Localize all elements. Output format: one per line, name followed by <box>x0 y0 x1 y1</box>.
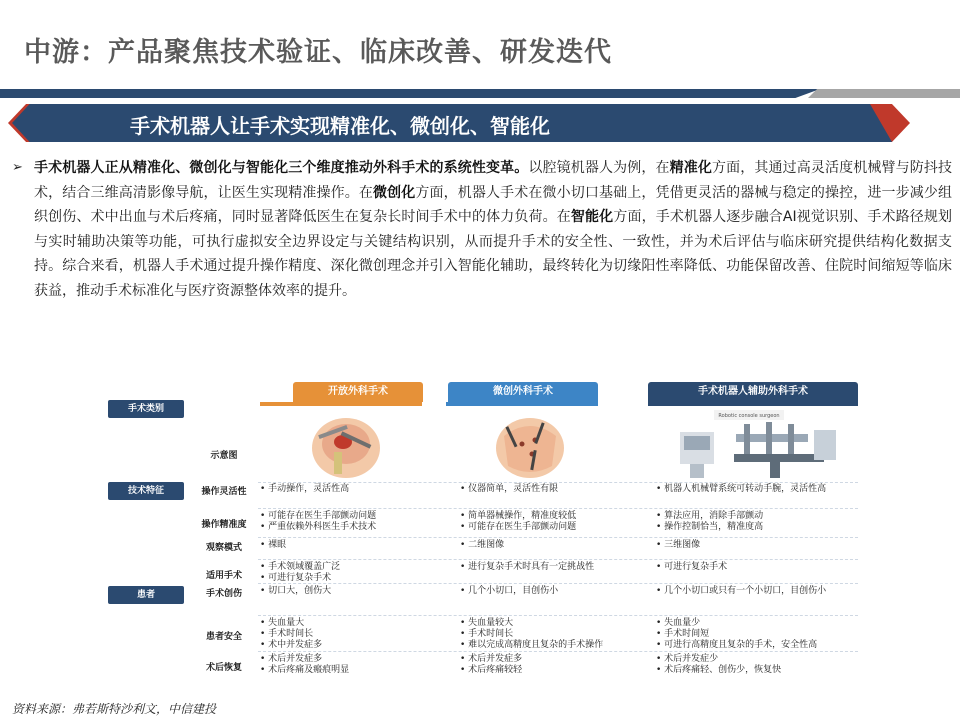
category-tag-patient: 患者 <box>108 586 184 604</box>
table-cell <box>460 654 640 676</box>
table-cell <box>260 618 440 651</box>
paragraph-emphasis: 智能化 <box>570 209 614 225</box>
cell-bullet: • 算法应用，消除手部颤动 <box>656 511 858 522</box>
cell-bullet: • 几个小切口或只有一个小切口，目创伤小 <box>656 586 858 597</box>
table-cell <box>260 511 440 533</box>
table-cell <box>460 562 640 573</box>
cell-bullet: • 可进行高精度且复杂的手术，安全性高 <box>656 640 858 651</box>
row-divider <box>258 537 858 538</box>
row-divider <box>258 583 858 584</box>
table-cell <box>656 540 858 551</box>
cell-bullet: • 术后疼痛轻、创伤少，恢复快 <box>656 665 858 676</box>
cell-bullet: • 可进行复杂手术 <box>656 562 858 573</box>
cell-bullet: • 几个小切口，目创伤小 <box>460 586 640 597</box>
paragraph-run: 方面，其通过高灵活度机械臂与防抖技术，结合三维高清影像导航，让医生实现精准操作。在 <box>34 160 952 201</box>
cell-bullet: • 术中并发症多 <box>260 640 440 651</box>
column-header-open: 开放外科手术 <box>293 382 423 402</box>
cell-bullet: • 手术时间长 <box>460 629 640 640</box>
row-divider <box>258 482 858 483</box>
cell-bullet: • 术后疼痛及瘢痕明显 <box>260 665 440 676</box>
category-tag-surgery-type: 手术类别 <box>108 400 184 418</box>
row-label: 操作灵活性 <box>201 487 247 497</box>
cell-bullet: • 简单器械操作，精准度较低 <box>460 511 640 522</box>
cell-bullet: • 操作控制恰当，精准度高 <box>656 522 858 533</box>
table-cell <box>260 540 440 551</box>
cell-bullet: • 裸眼 <box>260 540 440 551</box>
paragraph-run: 以腔镜机器人为例，在 <box>528 160 670 176</box>
column-rule-open <box>260 402 422 406</box>
row-label: 术后恢复 <box>205 662 242 673</box>
cell-bullet: • 可能存在医生手部颤动问题 <box>260 511 440 522</box>
open-surgery-illustration <box>288 408 398 480</box>
page-title: 中游：产品聚焦技术验证、临床改善、研发迭代 <box>24 37 612 68</box>
table-cell <box>460 484 640 495</box>
cell-bullet: • 失血量少 <box>656 618 858 629</box>
table-cell <box>460 511 640 533</box>
paragraph-emphasis: 精准化 <box>669 160 712 176</box>
cell-bullet: • 手术领域覆盖广泛 <box>260 562 440 573</box>
cell-bullet: • 严重依赖外科医生手术技术 <box>260 522 440 533</box>
row-label: 观察模式 <box>205 543 242 553</box>
paragraph-emphasis: 手术机器人正从精准化、微创化与智能化三个维度推动外科手术的系统性变革。 <box>34 160 529 176</box>
table-cell <box>260 484 440 495</box>
robot-caption: Robotic console surgeon <box>718 413 780 419</box>
table-cell <box>656 511 858 533</box>
row-divider <box>258 651 858 652</box>
cell-bullet: • 手术时间短 <box>656 629 858 640</box>
paragraph-emphasis: 微创化 <box>373 184 416 201</box>
cell-bullet: • 术后并发症多 <box>260 654 440 665</box>
table-cell <box>260 562 440 584</box>
row-label: 患者安全 <box>205 632 242 642</box>
table-cell <box>656 586 858 597</box>
body-paragraph <box>12 156 952 303</box>
robotic-surgery-illustration <box>674 404 844 482</box>
cell-bullet: • 难以完成高精度且复杂的手术操作 <box>460 640 640 651</box>
cell-bullet: • 可进行复杂手术 <box>260 573 440 584</box>
bullet-arrow-icon: ➢ <box>12 160 23 175</box>
source-note: 资料来源：弗若斯特沙利文，中信建投 <box>12 702 217 716</box>
cell-bullet: • 术后疼痛较轻 <box>460 665 640 676</box>
cell-bullet: • 可能存在医生手部颤动问题 <box>460 522 640 533</box>
row-divider <box>258 508 858 509</box>
column-header-robotic: 手术机器人辅助外科手术 <box>648 382 858 402</box>
category-tag-tech-features: 技术特征 <box>108 482 184 500</box>
title-rule-grey <box>808 89 960 98</box>
cell-bullet: • 术后并发症多 <box>460 654 640 665</box>
mis-illustration <box>480 406 580 480</box>
table-cell <box>460 540 640 551</box>
row-label: 手术创伤 <box>205 589 242 599</box>
table-cell <box>656 484 858 495</box>
paragraph-run: 方面，机器人手术在微小切口基础上，凭借更灵活的器械与稳定的操控，进一步减少组织创伤、术中出血与术后疼痛，同时显著降低医生在复杂长时间手术中的体力负荷。在 <box>34 184 952 225</box>
cell-bullet: • 进行复杂手术时具有一定挑战性 <box>460 562 640 573</box>
cell-bullet: • 术后并发症少 <box>656 654 858 665</box>
cell-bullet: • 失血量较大 <box>460 618 640 629</box>
cell-bullet: • 切口大，创伤大 <box>260 586 440 597</box>
cell-bullet: • 仪器简单，灵活性有限 <box>460 484 640 495</box>
comparison-figure <box>108 378 858 680</box>
row-label: 操作精准度 <box>201 519 247 530</box>
row-divider <box>258 559 858 560</box>
title-rule-dark <box>0 89 820 98</box>
table-cell <box>656 618 858 651</box>
table-cell <box>260 586 440 597</box>
row-divider <box>258 615 858 616</box>
table-cell <box>656 562 858 573</box>
table-cell <box>260 654 440 676</box>
cell-bullet: • 二维图像 <box>460 540 640 551</box>
row-label-diagram: 示意图 <box>210 451 238 461</box>
cell-bullet: • 手动操作，灵活性高 <box>260 484 440 495</box>
cell-bullet: • 手术时间长 <box>260 629 440 640</box>
column-header-minimally-invasive: 微创外科手术 <box>448 382 598 402</box>
table-cell <box>460 586 640 597</box>
paragraph-text <box>12 156 952 303</box>
paragraph-run: 方面，手术机器人逐步融合AI视觉识别、手术路径规划与实时辅助决策等功能，可执行虚拟安全边界设定与关键结构识别，从而提升手术的安全性、一致性，并为术后评估与临床研究提供结构化数据支持。综合来看，机器人手术通过提升操作精度、深化微创理念并引入智能化辅助，最终转化为切缘阳性率降低、功能保留改善、住院时间缩短等临床获益，推动手术标准化与医疗资源整体效率的提升。 <box>34 209 952 299</box>
row-label: 适用手术 <box>205 570 242 581</box>
cell-bullet: • 失血量大 <box>260 618 440 629</box>
table-cell <box>460 618 640 651</box>
banner-title: 手术机器人让手术实现精准化、微创化、智能化 <box>130 114 550 138</box>
title-rule <box>0 89 960 99</box>
cell-bullet: • 机器人机械臂系统可转动手腕，灵活性高 <box>656 484 858 495</box>
cell-bullet: • 三维图像 <box>656 540 858 551</box>
table-cell <box>656 654 858 676</box>
